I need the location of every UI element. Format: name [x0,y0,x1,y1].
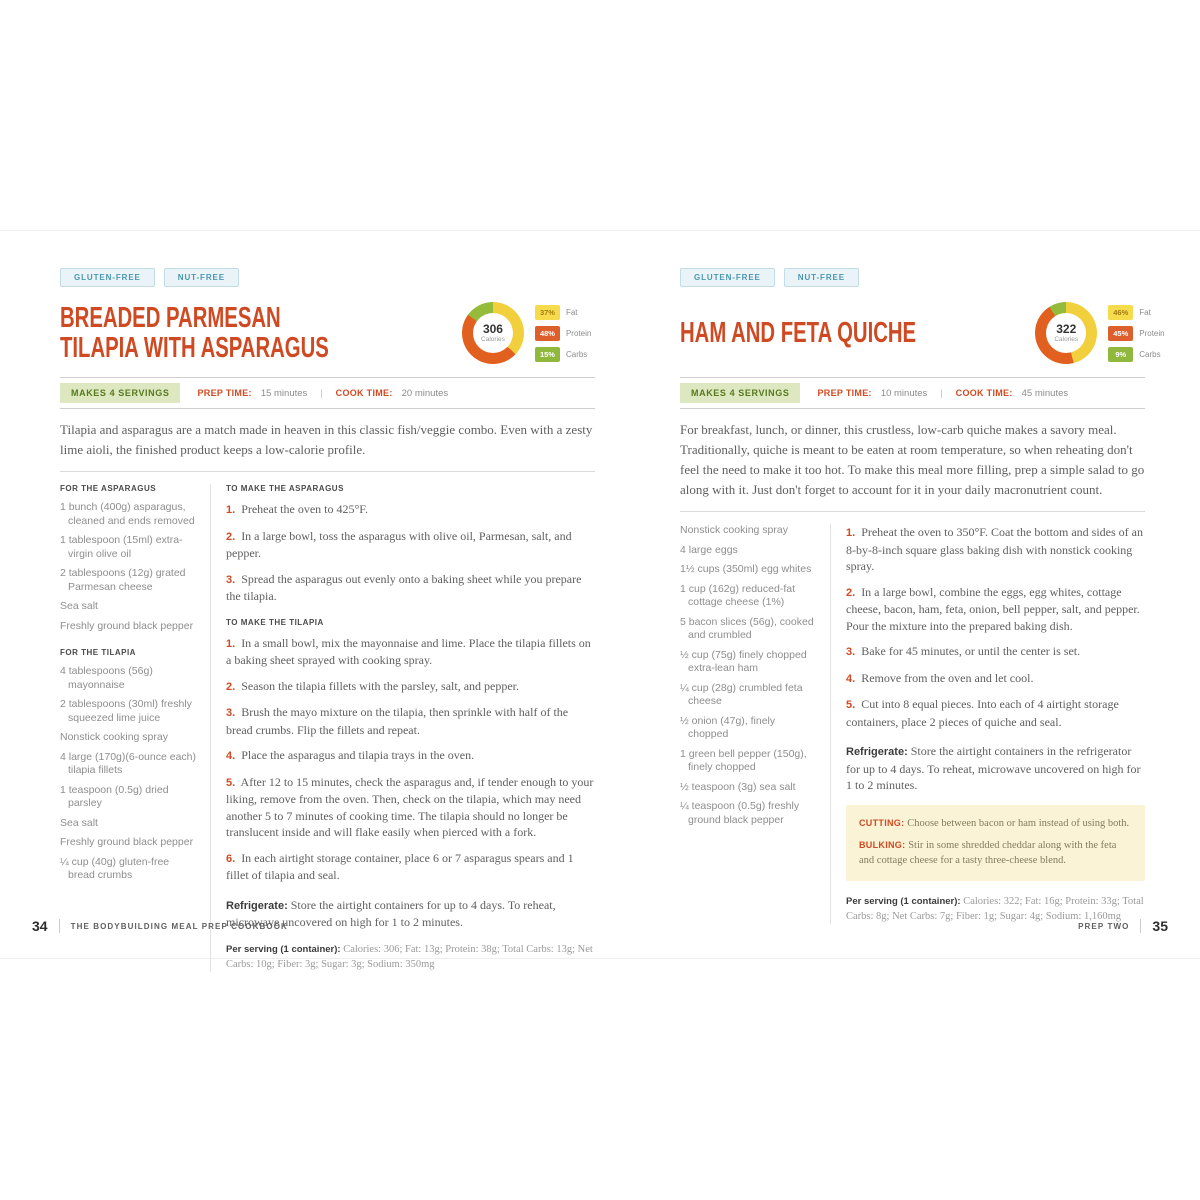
ingredient-item: 5 bacon slices (56g), cooked and crumbled [680,615,814,641]
ingredient-item: 1 green bell pepper (150g), finely chopped [680,747,807,773]
donut-center [1046,313,1086,353]
servings-badge: MAKES 4 SERVINGS [60,383,180,403]
ingredient-group-header: FOR THE ASPARAGUS [60,484,157,493]
ingredient-item: 1 tablespoon (15ml) extra-virgin olive oil [60,534,183,560]
instruction-step: 5. After 12 to 15 minutes, check the asparagus and, if tender enough to your liking, remove from the oven. Then, check on the tilapia, which may need another 5 to 7 minutes of cooking time. The tilapia should no longer be translucent inside and will flake easily when pierced with a fork. [226,774,594,839]
step-number: 5. [846,699,856,711]
left-recipe-page [60,268,595,972]
tip-entry: BULKING: Stir in some shredded cheddar along with the feta and cottage cheese for a tasty three-cheese blend. [859,840,1117,866]
prep-time-value: 10 minutes [880,387,928,399]
ingredient-item: 4 tablespoons (56g) mayonnaise [60,665,153,691]
right-recipe-page [680,268,1165,924]
macro-legend-row [1108,347,1164,362]
right-page-number: 35 [1152,918,1168,934]
instruction-step: 5. Cut into 8 equal pieces. Into each of 4 airtight storage containers, place 2 pieces of quiche and seal. [846,697,1119,729]
prep-time-label: PREP TIME: [817,388,872,398]
macro-label: Carbs [1139,349,1161,359]
ingredients-column [680,524,830,924]
donut-center [473,313,513,353]
refrigerate-label: Refrigerate: [846,746,908,758]
macro-legend-row [535,326,591,341]
ingredient-item: ½ cup (75g) finely chopped extra-lean ham [680,648,807,674]
diet-badge: GLUTEN-FREE [680,268,775,287]
ingredient-item: 1 teaspoon (0.5g) dried parsley [60,783,169,809]
instruction-group [226,484,595,605]
per-serving-text: Calories: 306; Fat: 13g; Protein: 38g; Total Carbs: 13g; Net Carbs: 10g; Fiber: 3g; Sugar: 3g; Sodium: 350mg [226,943,593,970]
recipe-columns [60,484,595,972]
ingredient-item: 2 tablespoons (30ml) freshly squeezed lime juice [60,698,192,724]
instruction-step: 1. Preheat the oven to 350°F. Coat the bottom and sides of an 8-by-8-inch square glass baking dish with nonstick cooking spray. [846,525,1143,573]
left-page-number: 34 [32,918,48,934]
ingredient-item: 4 large eggs [680,543,738,556]
per-serving-label: Per serving (1 container): [846,896,961,907]
tip-entry: CUTTING: Choose between bacon or ham instead of using both. [859,817,1130,829]
macro-percent-chip: 46% [1108,305,1133,320]
book-running-title: THE BODYBUILDING MEAL PREP COOKBOOK [70,921,288,931]
recipe-meta-bar [60,377,595,409]
step-number: 3. [846,646,856,658]
refrigerate-text: Store the airtight containers in the refrigerator for up to 4 days. To reheat, microwave uncovered on high for 1 to 2 minutes. [846,744,1141,792]
macro-percent-chip: 45% [1108,326,1133,341]
step-number: 3. [226,573,236,586]
ingredient-item: 1½ cups (350ml) egg whites [680,563,812,575]
ingredient-item: 2 tablespoons (12g) grated Parmesan cheese [60,567,186,593]
instruction-group [226,618,595,884]
recipe-title [60,303,444,363]
ingredient-item: ¼ cup (40g) gluten-free bread crumbs [60,855,170,881]
prep-time-value: 15 minutes [260,387,308,399]
macro-percent-chip: 48% [535,326,560,341]
instruction-group-header: TO MAKE THE TILAPIA [226,617,324,627]
ingredient-item: ¼ cup (28g) crumbled feta cheese [680,681,803,707]
ingredient-item: Sea salt [60,816,98,829]
prep-time-label: PREP TIME: [197,388,252,398]
macro-percent-chip: 15% [535,347,560,362]
macro-label: Carbs [565,349,588,359]
macro-legend [1108,305,1164,362]
tip-label: BULKING: [859,840,909,850]
calories-label: Calories [1054,336,1079,343]
instructions-column [831,524,1145,924]
per-serving-label: Per serving (1 container): [226,943,341,955]
ingredient-group [680,524,818,827]
recipe-title-line: TILAPIA WITH ASPARAGUS [60,332,329,364]
calorie-donut-chart [462,302,524,364]
instruction-step: 2. In a large bowl, combine the eggs, egg whites, cottage cheese, bacon, ham, feta, onion, bell pepper, salt, and pepper. Pour the mixture into the prepared baking dish. [846,584,1140,633]
instruction-step: 6. In each airtight storage container, place 6 or 7 asparagus spears and 1 fillet of tilapia and seal. [226,850,574,882]
calories-value: 306 [482,322,503,336]
step-number: 4. [226,750,236,762]
servings-badge: MAKES 4 SERVINGS [680,383,800,403]
recipe-header [680,296,1165,370]
macro-percent-chip: 37% [535,305,560,320]
step-number: 2. [846,586,856,599]
step-number: 2. [226,530,236,543]
instruction-step: 1. Preheat the oven to 425°F. [226,502,369,516]
diet-badges [60,268,595,287]
ingredient-item: ½ onion (47g), finely chopped [680,714,776,740]
page-top-edge [0,230,1200,231]
meta-divider: | [940,388,943,398]
macro-legend-row [535,305,591,320]
instruction-step: 4. Place the asparagus and tilapia trays in the oven. [226,748,475,762]
ingredient-item: Nonstick cooking spray [60,731,168,743]
diet-badge: GLUTEN-FREE [60,268,155,287]
instruction-groups [226,484,595,884]
macro-legend-row [535,347,591,362]
ingredient-item: 4 large (170g)(6-ounce each) tilapia fillets [60,750,196,776]
meta-divider: | [320,388,323,398]
per-serving-note [226,942,595,972]
step-number: 1. [226,637,236,650]
recipe-header [60,296,595,370]
macro-label: Protein [1139,328,1165,338]
ingredients-column [60,484,210,972]
instruction-step: 3. Bake for 45 minutes, or until the center is set. [846,644,1081,658]
macro-label: Protein [565,328,592,338]
ingredient-item: Sea salt [60,600,98,612]
ingredient-item: Freshly ground black pepper [60,836,194,848]
step-number: 2. [226,680,236,693]
refrigerate-label: Refrigerate: [226,899,288,912]
ingredient-item: Freshly ground black pepper [60,619,194,632]
ingredient-item: 1 cup (162g) reduced-fat cottage cheese (1%) [680,582,795,608]
instruction-step: 4. Remove from the oven and let cool. [846,670,1034,685]
step-number: 5. [226,776,236,789]
macro-label: Fat [1139,307,1151,317]
footer-divider [1140,919,1141,933]
instruction-step: 2. In a large bowl, toss the asparagus with olive oil, Parmesan, salt, and pepper. [226,528,572,560]
recipe-columns [680,524,1145,924]
calorie-donut-chart [1035,302,1097,364]
step-number: 4. [846,672,856,685]
macro-label: Fat [565,307,578,317]
ingredient-item: Nonstick cooking spray [680,524,788,536]
step-number: 1. [846,527,856,539]
tip-label: CUTTING: [859,817,908,828]
macro-legend [535,305,591,362]
step-number: 3. [226,707,236,719]
cook-time-label: COOK TIME: [335,388,393,398]
nutrition-summary [462,302,630,364]
instruction-groups [846,524,1145,730]
instruction-group [846,524,1145,730]
instruction-group-header: TO MAKE THE ASPARAGUS [226,484,344,493]
instruction-step: 1. In a small bowl, mix the mayonnaise and lime. Place the tilapia fillets on a baking sheet sprayed with cooking spray. [226,635,591,667]
ingredient-item: ½ teaspoon (3g) sea salt [680,780,796,793]
ingredient-group [60,484,198,633]
chapter-running-title: PREP TWO [1078,921,1130,931]
intro-divider [680,511,1145,512]
macro-legend-row [1108,305,1164,320]
instruction-step: 2. Season the tilapia fillets with the parsley, salt, and pepper. [226,678,520,693]
recipe-title-line: HAM AND FETA QUICHE [680,317,917,349]
cook-time-value: 45 minutes [1021,387,1069,399]
instruction-step: 3. Brush the mayo mixture on the tilapia, then sprinkle with half of the bread crumbs. Flip the fillets and repeat. [226,705,569,737]
footer-divider [59,919,60,933]
macro-legend-row [1108,326,1164,341]
calories-value: 322 [1056,322,1077,336]
recipe-title-line: BREADED PARMESAN [60,302,281,334]
page-footer [32,918,1168,934]
recipe-title [680,318,1017,348]
ingredient-item: 1 bunch (400g) asparagus, cleaned and ends removed [60,501,195,527]
recipe-intro: For breakfast, lunch, or dinner, this crustless, low-carb quiche makes a savory meal. Traditionally, quiche is meant to be eaten at room temperature, so when reheating don't feel the need to make it too hot. To make this meal more filling, prep a simple salad to go along with it. Just don't forget to account for it in your daily macronutrient count. [680,422,1145,497]
instruction-step: 3. Spread the asparagus out evenly onto a baking sheet while you prepare the tilapia. [226,571,582,603]
tip-box [846,805,1145,882]
instructions-column [211,484,595,972]
per-serving-text: Calories: 322; Fat: 16g; Protein: 33g; Total Carbs: 8g; Net Carbs: 7g; Fiber: 1g; Sugar: 4g; Sodium: 1,160mg [846,896,1144,922]
macro-percent-chip: 9% [1108,347,1133,362]
calories-label: Calories [481,336,505,343]
footer-right [1078,918,1168,934]
refrigerate-note [846,743,1145,794]
intro-divider [60,471,595,472]
recipe-intro: Tilapia and asparagus are a match made in heaven in this classic fish/veggie combo. Even with a zesty lime aioli, the finished product keeps a low-calorie profile. [60,422,593,457]
step-number: 1. [226,504,236,516]
footer-left [32,918,288,934]
ingredient-group-header: FOR THE TILAPIA [60,648,136,657]
refrigerate-text: Store the airtight containers for up to 4 days. To reheat, microwave uncovered on high for 1 to 2 minutes. [226,897,556,929]
step-number: 6. [226,852,236,865]
cook-time-value: 20 minutes [401,387,449,399]
ingredient-item: ¼ teaspoon (0.5g) freshly ground black pepper [680,800,800,826]
nutrition-summary [1035,302,1200,364]
cook-time-label: COOK TIME: [955,388,1013,398]
diet-badges [680,268,1145,287]
recipe-meta-bar [680,377,1145,409]
diet-badge: NUT-FREE [164,268,239,287]
ingredient-group [60,648,198,883]
diet-badge: NUT-FREE [784,268,859,287]
